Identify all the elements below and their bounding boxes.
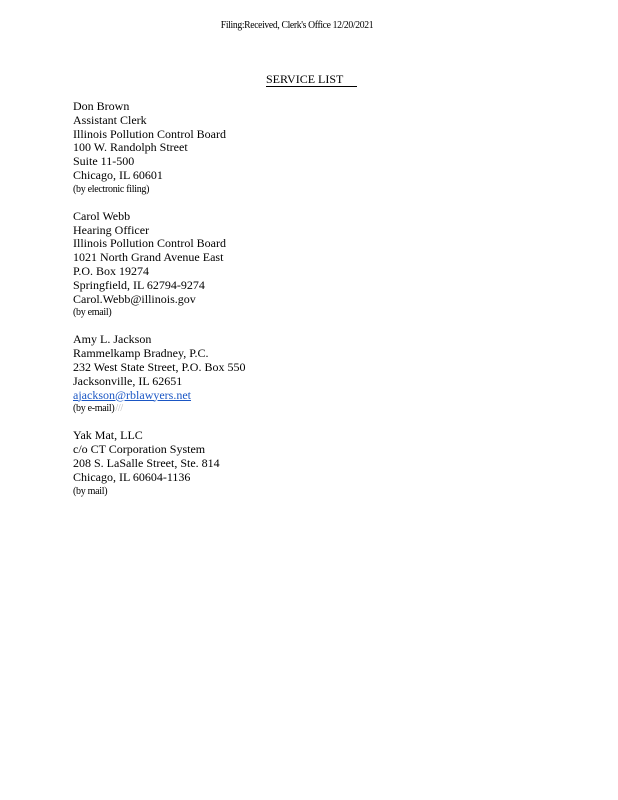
service-entry-don-brown — [73, 100, 493, 196]
recipient-email-link[interactable]: ajackson@rblawyers.net — [73, 387, 192, 402]
scan-mark: /// — [115, 403, 123, 415]
recipient-organization: Illinois Pollution Control Board — [73, 236, 227, 251]
recipient-organization: Illinois Pollution Control Board — [73, 126, 227, 141]
service-entry-carol-webb — [73, 210, 493, 320]
address-street: 232 West State Street, P.O. Box 550 — [73, 359, 246, 374]
address-city: Springfield, IL 62794-9274 — [73, 277, 205, 292]
address-city: Jacksonville, IL 62651 — [73, 373, 183, 388]
recipient-care-of: c/o CT Corporation System — [73, 442, 206, 457]
delivery-method: (by electronic filing) — [73, 183, 150, 195]
delivery-method: (by email) — [73, 307, 112, 319]
address-street: 208 S. LaSalle Street, Ste. 814 — [73, 455, 220, 470]
delivery-method-text: (by e-mail) — [73, 403, 115, 415]
recipient-organization: Rammelkamp Bradney, P.C. — [73, 346, 209, 361]
service-entry-yak-mat — [73, 429, 493, 497]
recipient-title: Hearing Officer — [73, 222, 150, 237]
delivery-method — [73, 402, 493, 415]
service-list — [73, 100, 493, 512]
recipient-title: Assistant Clerk — [73, 112, 147, 127]
address-suite: Suite 11-500 — [73, 154, 135, 169]
delivery-method: (by mail) — [73, 485, 108, 497]
recipient-name: Amy L. Jackson — [73, 332, 152, 347]
service-entry-amy-jackson — [73, 333, 493, 415]
address-city: Chicago, IL 60601 — [73, 167, 163, 182]
recipient-name: Don Brown — [73, 99, 130, 113]
page-title: SERVICE LIST — [266, 73, 357, 87]
address-street: 1021 North Grand Avenue East — [73, 250, 224, 265]
address-po-box: P.O. Box 19274 — [73, 263, 150, 278]
recipient-name: Carol Webb — [73, 208, 131, 223]
filing-stamp: Filing:Received, Clerk's Office 12/20/2021 — [220, 19, 374, 31]
recipient-email: Carol.Webb@illinois.gov — [73, 291, 196, 306]
address-street: 100 W. Randolph Street — [73, 140, 188, 155]
address-city: Chicago, IL 60604-1136 — [73, 469, 191, 484]
recipient-name: Yak Mat, LLC — [73, 428, 143, 443]
